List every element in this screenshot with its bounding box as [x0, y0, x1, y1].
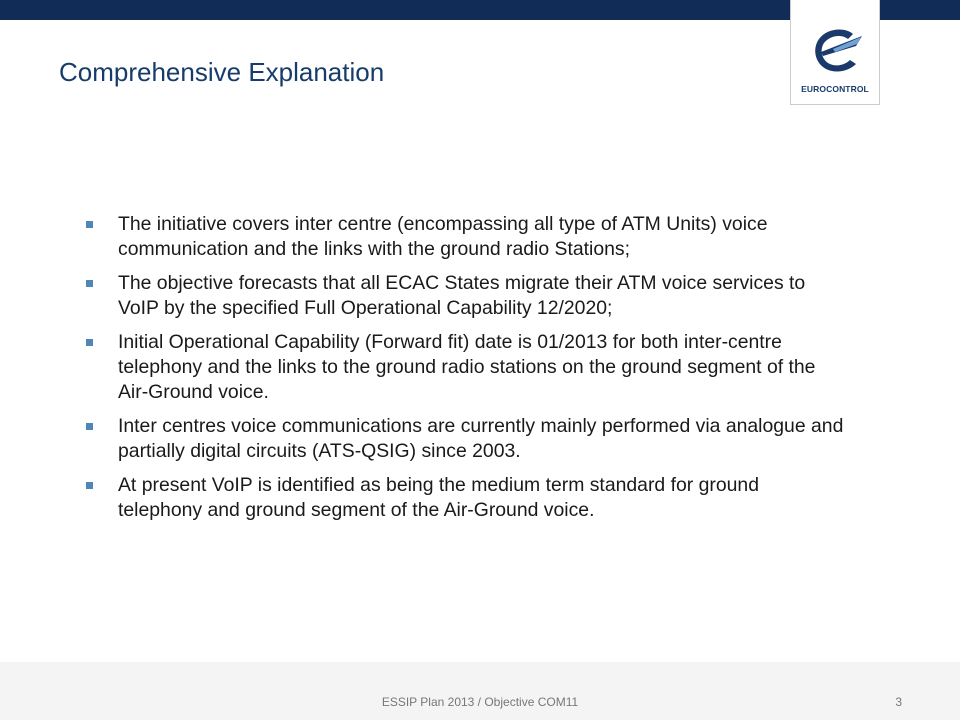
bullet-list	[86, 212, 846, 532]
square-bullet-icon	[86, 423, 93, 430]
slide-title: Comprehensive Explanation	[59, 57, 385, 87]
bullet-text: Inter centres voice communications are currently mainly performed via analogue and partially digital circuits (ATS-QSIG) since 2003.	[118, 415, 844, 462]
square-bullet-icon	[86, 339, 93, 346]
bullet-item	[86, 330, 846, 405]
bullet-item	[86, 414, 846, 464]
logo-wordmark: EUROCONTROL	[801, 84, 869, 94]
square-bullet-icon	[86, 482, 93, 489]
page-number: 3	[895, 695, 902, 709]
square-bullet-icon	[86, 280, 93, 287]
bullet-text: The initiative covers inter centre (encompassing all type of ATM Units) voice communication and the links with the ground radio Stations;	[118, 213, 768, 260]
bullet-item	[86, 212, 846, 262]
footer-bar	[0, 662, 960, 720]
logo	[790, 0, 880, 105]
eurocontrol-e-icon	[809, 22, 865, 78]
bullet-text: The objective forecasts that all ECAC States migrate their ATM voice services to VoIP by the specified Full Operational Capability 12/2020;	[118, 272, 806, 319]
bullet-text: Initial Operational Capability (Forward fit) date is 01/2013 for both inter-centre telephony and the links to the ground radio stations on the ground segment of the Air-Ground voice.	[118, 331, 816, 403]
bullet-item	[86, 473, 846, 523]
bullet-item	[86, 271, 846, 321]
footer-text: ESSIP Plan 2013 / Objective COM11	[381, 695, 579, 709]
bullet-text: At present VoIP is identified as being the medium term standard for ground telephony and ground segment of the Air-Ground voice.	[118, 474, 759, 521]
square-bullet-icon	[86, 221, 93, 228]
